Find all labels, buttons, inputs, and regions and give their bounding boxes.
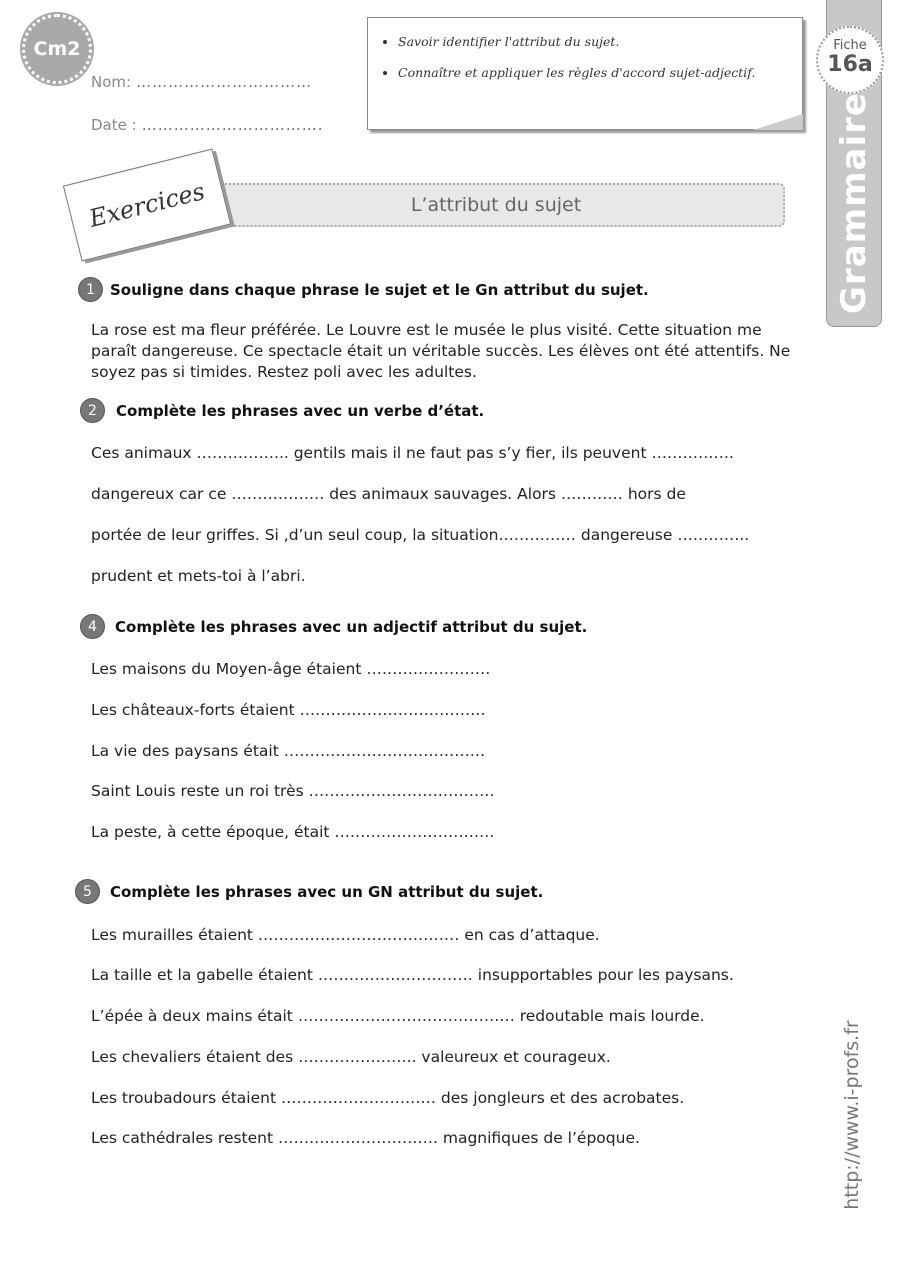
exercise-line: prudent et mets-toi à l’abri. — [91, 567, 306, 585]
subject-label: Grammaire — [834, 92, 874, 314]
exercise-line: Les troubadours étaient ………………………… des jongleurs et des acrobates. — [91, 1089, 685, 1107]
name-field — [91, 72, 312, 91]
site-url[interactable]: http://www.i-profs.fr — [841, 1020, 863, 1210]
exercise-1-text: La rose est ma fleur préférée. Le Louvre est le musée le plus visité. Cette situation me paraît dangereuse. Ce spectacle était un véritable succès. Les élèves ont été attentifs. Ne soyez pas si timides. Restez poli avec les adultes. — [91, 321, 791, 381]
exercise-number: 2 — [80, 398, 105, 423]
objectives-list — [368, 26, 802, 88]
exercise-line: Les maisons du Moyen-âge étaient …………………… — [91, 660, 491, 678]
exercise-line: Ces animaux ……………... gentils mais il ne faut pas s’y fier, ils peuvent ……………. — [91, 444, 734, 462]
exercise-line: Saint Louis reste un roi très ……………………………… — [91, 782, 495, 800]
objective-item: • Connaître et appliquer les règles d'accord sujet-adjectif. — [398, 57, 802, 88]
lesson-title: L’attribut du sujet — [207, 183, 785, 227]
fiche-badge — [816, 26, 884, 94]
name-dots: …………………………… — [136, 73, 313, 91]
exercise-instruction: Complète les phrases avec un GN attribut du sujet. — [110, 882, 544, 901]
exercise-5-header — [75, 879, 543, 904]
exercices-card — [63, 149, 231, 262]
level-badge: Cm2 — [22, 14, 92, 84]
exercise-line: Les murailles étaient ………………………………… en cas d’attaque. — [91, 926, 600, 944]
exercise-number: 1 — [78, 277, 103, 302]
exercise-line: La vie des paysans était ………………………………… — [91, 742, 486, 760]
exercise-number: 4 — [80, 614, 105, 639]
exercise-line: L’épée à deux mains était …………………………………… redoutable mais lourde. — [91, 1007, 705, 1025]
exercise-line: La peste, à cette époque, était …………………………. — [91, 823, 495, 841]
fiche-label: Fiche — [833, 38, 867, 53]
exercise-instruction: Complète les phrases avec un adjectif attribut du sujet. — [115, 617, 588, 636]
page-curl — [753, 114, 803, 130]
exercise-line: Les chevaliers étaient des ………………….. valeureux et courageux. — [91, 1048, 611, 1066]
exercise-line: La taille et la gabelle étaient ………………………… insupportables pour les paysans. — [91, 966, 734, 984]
date-label: Date : — [91, 116, 137, 134]
exercices-label: Exercices — [86, 177, 208, 233]
exercise-1-header — [78, 277, 649, 302]
objectives-box — [367, 17, 803, 130]
exercise-line: Les châteaux-forts étaient ……………………………… — [91, 701, 486, 719]
fiche-number: 16a — [827, 52, 873, 77]
date-field — [91, 115, 324, 134]
exercise-instruction: Complète les phrases avec un verbe d’état. — [116, 401, 485, 420]
exercise-line: Les cathédrales restent …………………………. magnifiques de l’époque. — [91, 1129, 640, 1147]
objective-item: • Savoir identifier l'attribut du sujet. — [398, 26, 802, 57]
exercise-line: dangereux car ce ……………… des animaux sauvages. Alors ………… hors de — [91, 485, 686, 503]
exercise-number: 5 — [75, 879, 100, 904]
date-dots: ……………………………. — [141, 116, 324, 134]
exercise-4-header — [80, 614, 587, 639]
exercise-2-header — [80, 398, 484, 423]
exercise-instruction: Souligne dans chaque phrase le sujet et le Gn attribut du sujet. — [110, 280, 649, 299]
exercise-line: portée de leur griffes. Si ,d’un seul coup, la situation…………… dangereuse ………….. — [91, 526, 750, 544]
name-label: Nom: — [91, 73, 132, 91]
